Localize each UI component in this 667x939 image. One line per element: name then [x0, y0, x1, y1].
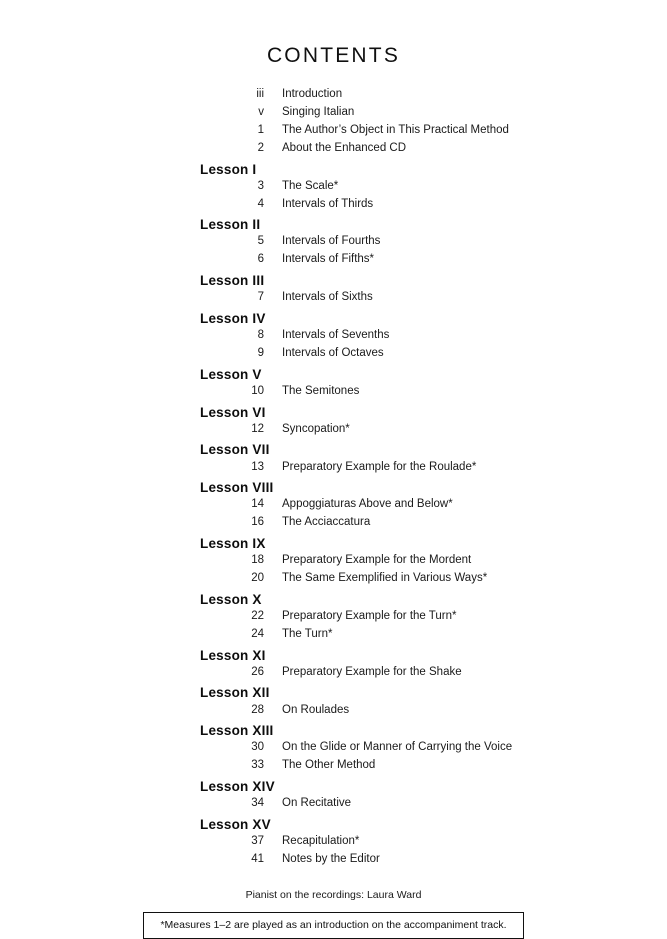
- toc-entry-label: Intervals of Thirds: [282, 197, 374, 210]
- toc-entry-page-number: 34: [251, 797, 264, 810]
- toc-entry-page-number: 12: [251, 422, 264, 435]
- toc-entry-page-number: iii: [256, 88, 264, 101]
- toc-entry-label: Singing Italian: [282, 106, 355, 119]
- toc-entry-page-number: 26: [251, 665, 264, 678]
- toc-entry-page-number: 6: [257, 253, 264, 266]
- toc-entry[interactable]: [0, 739, 667, 757]
- toc-entry[interactable]: [0, 383, 667, 401]
- toc-lesson-label: Lesson XII: [200, 685, 270, 701]
- toc-entry-label: Preparatory Example for the Shake: [282, 665, 462, 678]
- toc-entry-label: About the Enhanced CD: [282, 141, 407, 154]
- toc-lesson-label: Lesson VII: [200, 442, 270, 458]
- toc-entry-label: The Other Method: [282, 759, 376, 772]
- toc-entry-label: Intervals of Fourths: [282, 235, 381, 248]
- toc-entry-label: The Semitones: [282, 384, 360, 397]
- toc-entry-label: Intervals of Octaves: [282, 346, 384, 359]
- toc-entry-page-number: 33: [251, 759, 264, 772]
- toc-entry[interactable]: [0, 833, 667, 851]
- toc-entry-page-number: 24: [251, 627, 264, 640]
- toc-entry-page-number: 7: [257, 291, 264, 304]
- toc-lesson-heading: [0, 363, 667, 383]
- toc-entry-label: The Turn*: [282, 627, 333, 640]
- toc-lesson-heading: [0, 775, 667, 795]
- toc-entry-label: Notes by the Editor: [282, 852, 380, 865]
- toc-entry[interactable]: [0, 421, 667, 439]
- toc-lesson-heading: [0, 401, 667, 421]
- toc-entry-label: Appoggiaturas Above and Below*: [282, 498, 453, 511]
- toc-entry[interactable]: [0, 851, 667, 869]
- toc-entry-label: Preparatory Example for the Mordent: [282, 554, 472, 567]
- toc-lesson-label: Lesson X: [200, 591, 262, 607]
- toc-entry-label: On Recitative: [282, 797, 352, 810]
- toc-entry-label: Intervals of Sevenths: [282, 329, 390, 342]
- toc-entry-label: Introduction: [282, 88, 343, 101]
- toc-entry-page-number: 41: [251, 852, 264, 865]
- toc-lesson-label: Lesson V: [200, 366, 262, 382]
- toc-entry-page-number: 4: [257, 197, 264, 210]
- toc-entry[interactable]: [0, 458, 667, 476]
- toc-entry[interactable]: [0, 795, 667, 813]
- toc-entry-label: Intervals of Fifths*: [282, 253, 375, 266]
- toc-entry[interactable]: [0, 195, 667, 213]
- toc-entry-label: Preparatory Example for the Turn*: [282, 609, 457, 622]
- toc-entry[interactable]: [0, 664, 667, 682]
- toc-entry[interactable]: [0, 570, 667, 588]
- toc-lesson-label: Lesson VIII: [200, 480, 274, 496]
- toc-entry-label: The Scale*: [282, 179, 339, 192]
- footnote-box: *Measures 1–2 are played as an introduction on the accompaniment track.: [143, 912, 523, 939]
- toc-entry[interactable]: [0, 86, 667, 104]
- footnote-container: [0, 912, 667, 939]
- toc-lesson-label: Lesson II: [200, 217, 261, 233]
- toc-lesson-label: Lesson XIV: [200, 779, 275, 794]
- toc-entry-page-number: 13: [251, 460, 264, 473]
- toc-entry[interactable]: [0, 140, 667, 158]
- toc-entry-page-number: 37: [251, 835, 264, 848]
- pianist-credit: Pianist on the recordings: Laura Ward: [245, 888, 422, 901]
- toc-lesson-label: Lesson IX: [200, 536, 266, 551]
- toc-entry-label: On the Glide or Manner of Carrying the Voice: [282, 741, 513, 754]
- toc-lesson-heading: [0, 719, 667, 739]
- toc-lesson-heading: [0, 438, 667, 458]
- toc-entry-page-number: 8: [257, 329, 264, 342]
- toc-entry[interactable]: [0, 251, 667, 269]
- toc-entry-page-number: 3: [257, 179, 264, 192]
- toc-entry[interactable]: [0, 514, 667, 532]
- toc-entry-label: Syncopation*: [282, 422, 350, 435]
- toc-lesson-label: Lesson III: [200, 273, 265, 288]
- toc-lesson-label: Lesson XIII: [200, 723, 274, 739]
- page-title: CONTENTS: [266, 44, 401, 67]
- toc-entry-label: Preparatory Example for the Roulade*: [282, 460, 477, 473]
- toc-entry-page-number: 20: [251, 572, 264, 585]
- toc-lesson-heading: [0, 532, 667, 552]
- toc-entry[interactable]: [0, 233, 667, 251]
- toc-entry[interactable]: [0, 626, 667, 644]
- toc-lesson-heading: [0, 307, 667, 327]
- toc-entry-page-number: 30: [251, 741, 264, 754]
- toc-entry-page-number: 18: [251, 554, 264, 567]
- toc-entry[interactable]: [0, 552, 667, 570]
- toc-entry-label: Intervals of Sixths: [282, 291, 373, 304]
- toc-lesson-heading: [0, 588, 667, 608]
- toc-entry-label: The Author’s Object in This Practical Method: [282, 123, 509, 136]
- toc-entry-label: On Roulades: [282, 703, 350, 716]
- toc-entry[interactable]: [0, 178, 667, 196]
- toc-entry-page-number: 16: [251, 516, 264, 529]
- toc-entry[interactable]: [0, 122, 667, 140]
- toc-entry[interactable]: [0, 327, 667, 345]
- toc-lesson-label: Lesson I: [200, 161, 257, 177]
- toc-entry[interactable]: [0, 104, 667, 122]
- toc-entry-label: The Same Exemplified in Various Ways*: [282, 572, 488, 585]
- toc-entry-page-number: 9: [257, 346, 264, 359]
- toc-lesson-label: Lesson VI: [200, 404, 266, 420]
- toc-lesson-heading: [0, 644, 667, 664]
- toc-entry[interactable]: [0, 757, 667, 775]
- toc-lesson-heading: [0, 476, 667, 496]
- toc-lesson-heading: [0, 269, 667, 289]
- toc-entry-label: The Acciaccatura: [282, 516, 371, 529]
- toc-entry-page-number: 10: [251, 384, 264, 397]
- toc-lesson-heading: [0, 158, 667, 178]
- toc-lesson-label: Lesson IV: [200, 310, 266, 326]
- toc-entry-page-number: 22: [251, 609, 264, 622]
- toc-lesson-label: Lesson XI: [200, 647, 266, 663]
- toc-entry-page-number: 14: [251, 498, 264, 511]
- toc-entry[interactable]: [0, 496, 667, 514]
- toc-lesson-heading: [0, 813, 667, 833]
- toc-entry[interactable]: [0, 345, 667, 363]
- toc-lesson-heading: [0, 681, 667, 701]
- toc-entry-page-number: 2: [257, 141, 264, 154]
- toc-entry-page-number: 5: [257, 235, 264, 248]
- toc-entry[interactable]: [0, 608, 667, 626]
- toc-entry[interactable]: [0, 289, 667, 307]
- toc-entry-label: Recapitulation*: [282, 835, 360, 848]
- toc-entry-page-number: v: [258, 106, 264, 119]
- toc-lesson-label: Lesson XV: [200, 816, 271, 832]
- toc-entry-page-number: 28: [251, 703, 264, 716]
- toc-lesson-heading: [0, 213, 667, 233]
- table-of-contents: [0, 86, 667, 869]
- toc-entry-page-number: 1: [257, 123, 264, 136]
- toc-entry[interactable]: [0, 701, 667, 719]
